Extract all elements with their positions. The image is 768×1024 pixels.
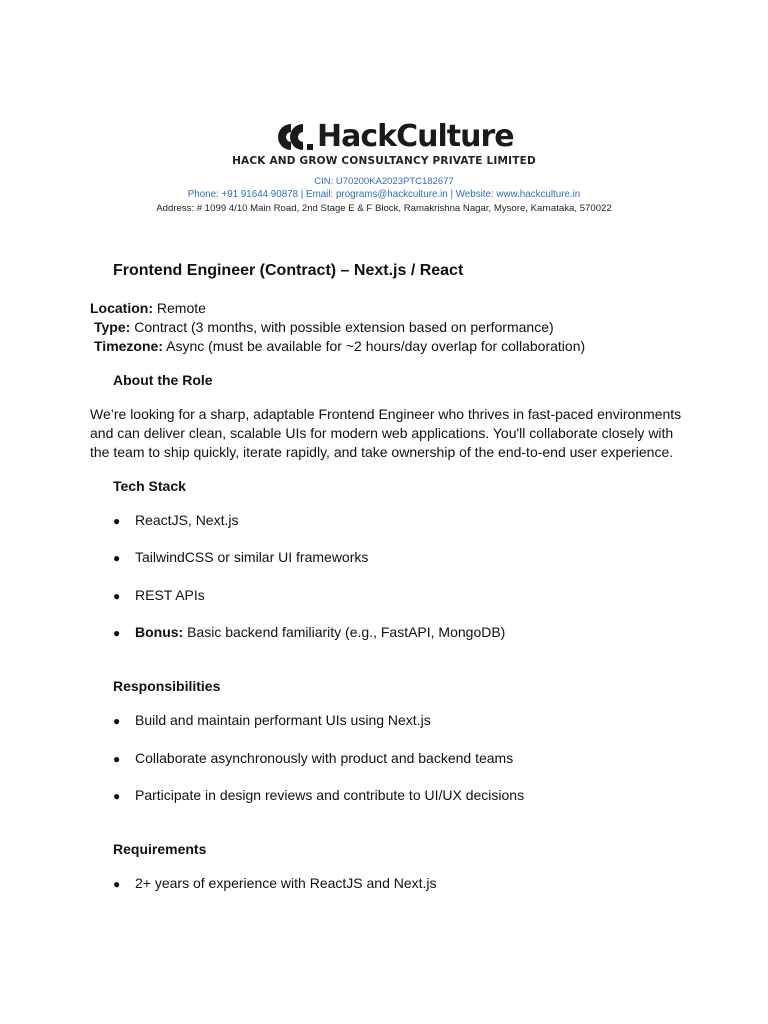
list-item-text: REST APIs bbox=[135, 587, 205, 603]
list-item-text: Collaborate asynchronously with product and backend teams bbox=[135, 750, 514, 766]
list-item bbox=[113, 549, 368, 565]
type-line bbox=[94, 318, 554, 337]
bullet-icon: ● bbox=[113, 551, 121, 565]
bullet-icon: ● bbox=[113, 877, 121, 891]
bullet-icon: ● bbox=[113, 714, 121, 728]
location-line bbox=[90, 299, 206, 318]
bullet-icon: ● bbox=[113, 589, 121, 603]
type-label: Type: bbox=[94, 319, 131, 335]
timezone-value: Async (must be available for ~2 hours/day overlap for collaboration) bbox=[162, 338, 586, 354]
requirements-heading: Requirements bbox=[113, 841, 207, 857]
company-cin: CIN: U70200KA2023PTC182677 bbox=[314, 176, 454, 187]
tech-stack-heading: Tech Stack bbox=[113, 478, 186, 494]
bullet-icon: ● bbox=[113, 752, 121, 766]
list-item bbox=[113, 587, 205, 603]
brand bbox=[277, 118, 514, 156]
company-contact: Phone: +91 91644 90878 | Email: programs@hackculture.in | Website: www.hackculture.in bbox=[187, 189, 581, 200]
list-item bbox=[113, 624, 505, 640]
brand-name: HackCulture bbox=[317, 119, 514, 154]
about-heading: About the Role bbox=[113, 372, 213, 388]
bullet-icon: ● bbox=[113, 789, 121, 803]
location-label: Location: bbox=[90, 300, 153, 316]
list-item-text: ReactJS, Next.js bbox=[135, 512, 239, 528]
list-item-text: TailwindCSS or similar UI frameworks bbox=[135, 549, 369, 565]
bonus-text: Basic backend familiarity (e.g., FastAPI, MongoDB) bbox=[183, 624, 506, 640]
bullet-icon: ● bbox=[113, 514, 121, 528]
bullet-icon: ● bbox=[113, 626, 121, 640]
company-address: Address: # 1099 4/10 Main Road, 2nd Stage E & F Block, Ramakrishna Nagar, Mysore, Karnataka, 570022 bbox=[156, 203, 612, 214]
location-value: Remote bbox=[153, 300, 206, 316]
list-item bbox=[113, 787, 524, 803]
type-value: Contract (3 months, with possible extension based on performance) bbox=[130, 319, 554, 335]
bonus-label: Bonus: bbox=[135, 624, 184, 640]
list-item bbox=[113, 712, 431, 728]
company-name: HACK AND GROW CONSULTANCY PRIVATE LIMITED bbox=[232, 155, 536, 167]
list-item bbox=[113, 512, 238, 528]
responsibilities-heading: Responsibilities bbox=[113, 678, 221, 694]
list-item bbox=[113, 750, 513, 766]
timezone-line bbox=[94, 337, 585, 356]
list-item-text: Participate in design reviews and contribute to UI/UX decisions bbox=[135, 787, 525, 803]
hackculture-logo-icon bbox=[277, 122, 313, 152]
job-title: Frontend Engineer (Contract) – Next.js / React bbox=[113, 262, 464, 279]
timezone-label: Timezone: bbox=[94, 338, 163, 354]
list-item bbox=[113, 875, 437, 891]
about-text: We’re looking for a sharp, adaptable Frontend Engineer who thrives in fast-paced environments and can deliver clean, scalable UIs for modern web applications. You'll collaborate closely with the team to ship quickly, iterate rapidly, and take ownership of the end-to-end user experience. bbox=[90, 406, 682, 460]
list-item-text: Build and maintain performant UIs using Next.js bbox=[135, 712, 431, 728]
list-item-text: 2+ years of experience with ReactJS and Next.js bbox=[135, 875, 437, 891]
